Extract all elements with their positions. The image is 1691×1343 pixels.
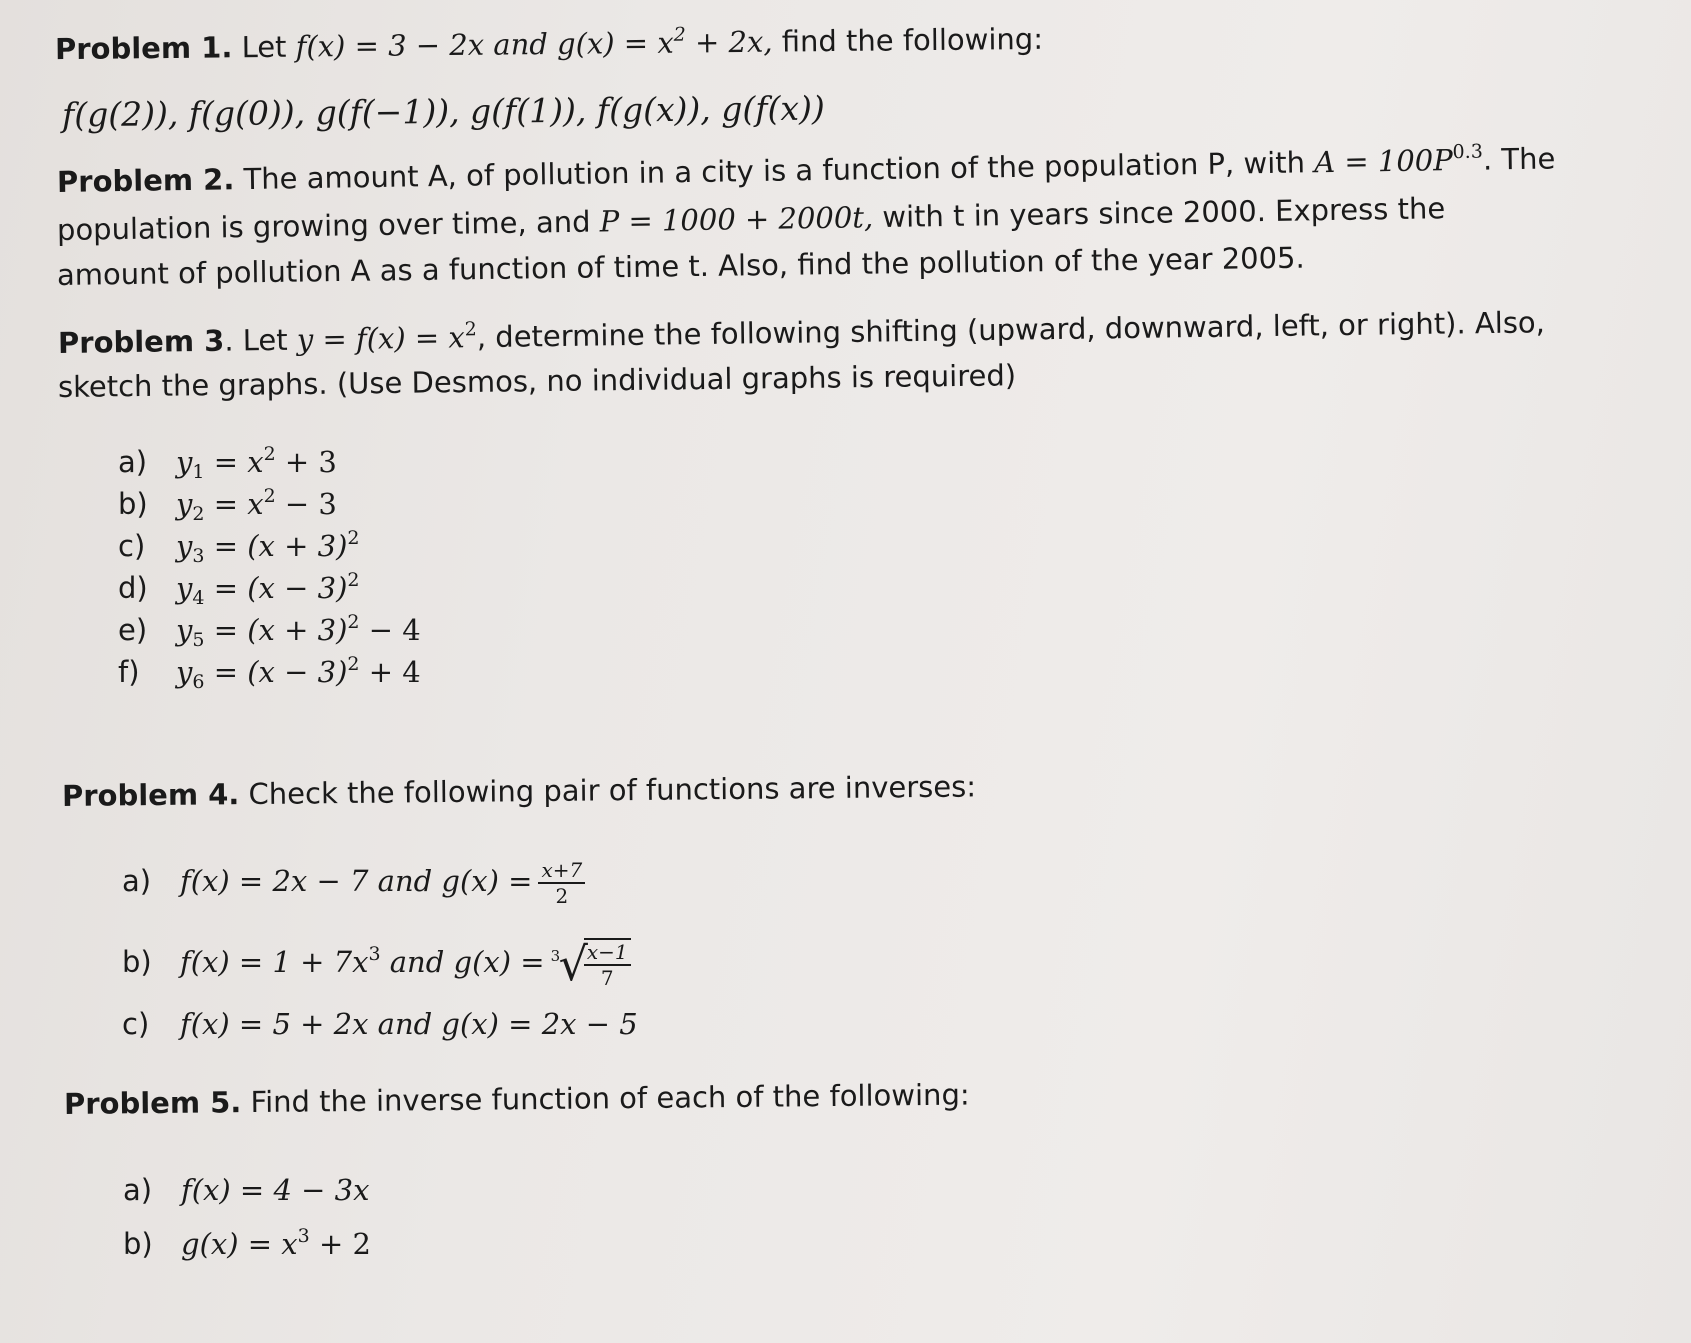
problem-2-text-1-end: . The <box>1482 141 1556 177</box>
item-label: a) <box>122 864 152 898</box>
problem-3-line-2: sketch the graphs. (Use Desmos, no individual graphs is required) <box>57 358 1017 404</box>
problem-2-exp: 0.3 <box>1452 140 1483 164</box>
item-sub: 5 <box>192 629 205 651</box>
item-lhs: y <box>176 571 193 605</box>
item-math-2: and g(x) = <box>380 945 545 979</box>
problem-2-label: Problem 2. <box>56 162 235 199</box>
problem-3-item-c <box>118 526 359 566</box>
problem-1-compositions: f(g(2)), f(g(0)), g(f(−1)), g(f(1)), f(g(x)), g(f(x)) <box>61 88 825 135</box>
cube-root <box>551 938 631 990</box>
fraction-numerator: x+7 <box>538 858 585 884</box>
problem-2-text-1: The amount A, of pollution in a city is a function of the population P, with <box>234 145 1315 197</box>
item-label: a) <box>118 445 148 479</box>
problem-2-population-eq: P = 1000 + 2000t, <box>599 200 874 239</box>
item-math: f(x) = 4 − 3x <box>181 1173 370 1207</box>
item-sup: 3 <box>368 943 381 965</box>
item-lhs: y <box>176 613 193 647</box>
item-label: b) <box>118 487 148 521</box>
problem-3-exp: 2 <box>464 318 477 341</box>
problem-5-statement <box>64 1075 970 1124</box>
item-tail: + 3 <box>275 445 337 479</box>
problem-3-line-1 <box>58 302 1545 363</box>
item-rhs: = x <box>204 487 264 521</box>
item-sup: 2 <box>347 527 360 549</box>
problem-4-item-c <box>122 1004 638 1044</box>
item-sup: 3 <box>297 1225 310 1247</box>
item-tail: + 4 <box>359 655 421 689</box>
fraction-denominator: 2 <box>555 884 569 908</box>
problem-5-item-b <box>123 1224 371 1264</box>
item-rhs: = (x + 3) <box>204 613 348 647</box>
problem-2-line-3: amount of pollution A as a function of time t. Also, find the pollution of the year 2005. <box>56 240 1305 292</box>
item-sup: 2 <box>347 611 360 633</box>
item-tail: + 2 <box>309 1227 371 1261</box>
problem-3-item-e <box>118 610 421 650</box>
problem-4-item-b <box>122 938 631 990</box>
item-sub: 1 <box>192 461 205 483</box>
item-label: d) <box>118 571 148 605</box>
item-sub: 6 <box>192 671 205 693</box>
problem-5-text: Find the inverse function of each of the following: <box>241 1077 970 1120</box>
problem-3-item-a <box>118 442 337 482</box>
problem-1-gdef-tail: + 2x, <box>685 24 773 60</box>
problem-3-label: Problem 3 <box>57 323 225 360</box>
problem-1-label: Problem 1. <box>54 30 233 67</box>
item-math: f(x) = 5 + 2x and g(x) = 2x − 5 <box>180 1007 638 1041</box>
problem-3-item-f <box>118 652 421 692</box>
item-sub: 3 <box>192 545 205 567</box>
fraction-denominator: 7 <box>600 966 614 990</box>
fraction-numerator: x−1 <box>584 940 631 966</box>
item-sub: 4 <box>192 587 205 609</box>
item-sup: 2 <box>263 443 276 465</box>
problem-4-text: Check the following pair of functions are inverses: <box>239 769 977 812</box>
item-math: g(x) = x <box>181 1227 298 1261</box>
problem-2-text-2-end: with t in years since 2000. Express the <box>872 191 1446 235</box>
item-rhs: = x <box>204 445 264 479</box>
problem-3-function: y = f(x) = x <box>296 320 465 357</box>
item-sup: 2 <box>263 485 276 507</box>
problem-1-exp: 2 <box>673 23 686 46</box>
problem-3-item-d <box>118 568 359 608</box>
problem-3-item-b <box>118 484 337 524</box>
problem-3-text-b: , determine the following shifting (upward, downward, left, or right). Also, <box>476 305 1546 355</box>
problem-1-statement <box>55 19 1043 69</box>
item-label: b) <box>123 1227 153 1261</box>
item-label: b) <box>122 945 152 979</box>
problem-4-label: Problem 4. <box>61 777 240 813</box>
item-sup: 2 <box>347 569 360 591</box>
item-label: e) <box>118 613 148 647</box>
item-lhs: y <box>176 487 193 521</box>
item-label: c) <box>118 529 146 563</box>
problem-2-text-2: population is growing over time, and <box>56 204 600 247</box>
radical-sign-icon: √ <box>558 937 588 991</box>
item-math: f(x) = 2x − 7 and g(x) = <box>180 864 533 898</box>
item-label: c) <box>122 1007 150 1041</box>
root-index: 3 <box>550 947 561 965</box>
fraction-x-minus-1-over-7 <box>584 940 631 990</box>
item-rhs: = (x + 3) <box>204 529 348 563</box>
problem-3-text-a: . Let <box>224 322 298 358</box>
item-sub: 2 <box>192 503 205 525</box>
problem-4-item-a <box>122 858 585 908</box>
item-sup: 2 <box>347 653 360 675</box>
item-lhs: y <box>176 445 193 479</box>
item-label: f) <box>118 655 140 689</box>
item-lhs: y <box>176 655 193 689</box>
problem-1-text-b: find the following: <box>772 21 1044 59</box>
item-tail: − 3 <box>275 487 337 521</box>
item-rhs: = (x − 3) <box>204 655 348 689</box>
problem-4-statement <box>62 766 976 816</box>
item-tail: − 4 <box>359 613 421 647</box>
item-rhs: = (x − 3) <box>204 571 348 605</box>
item-label: a) <box>123 1173 153 1207</box>
problem-1-text: Let <box>232 29 296 65</box>
item-math: f(x) = 1 + 7x <box>180 945 369 979</box>
problem-2-pollution-eq: A = 100P <box>1313 143 1453 180</box>
fraction-x-plus-7-over-2 <box>538 858 585 908</box>
problem-5-item-a <box>123 1170 369 1210</box>
problem-1-fdef: f(x) = 3 − 2x and g(x) = x <box>295 25 674 64</box>
problem-5-label: Problem 5. <box>63 1085 242 1121</box>
item-lhs: y <box>176 529 193 563</box>
